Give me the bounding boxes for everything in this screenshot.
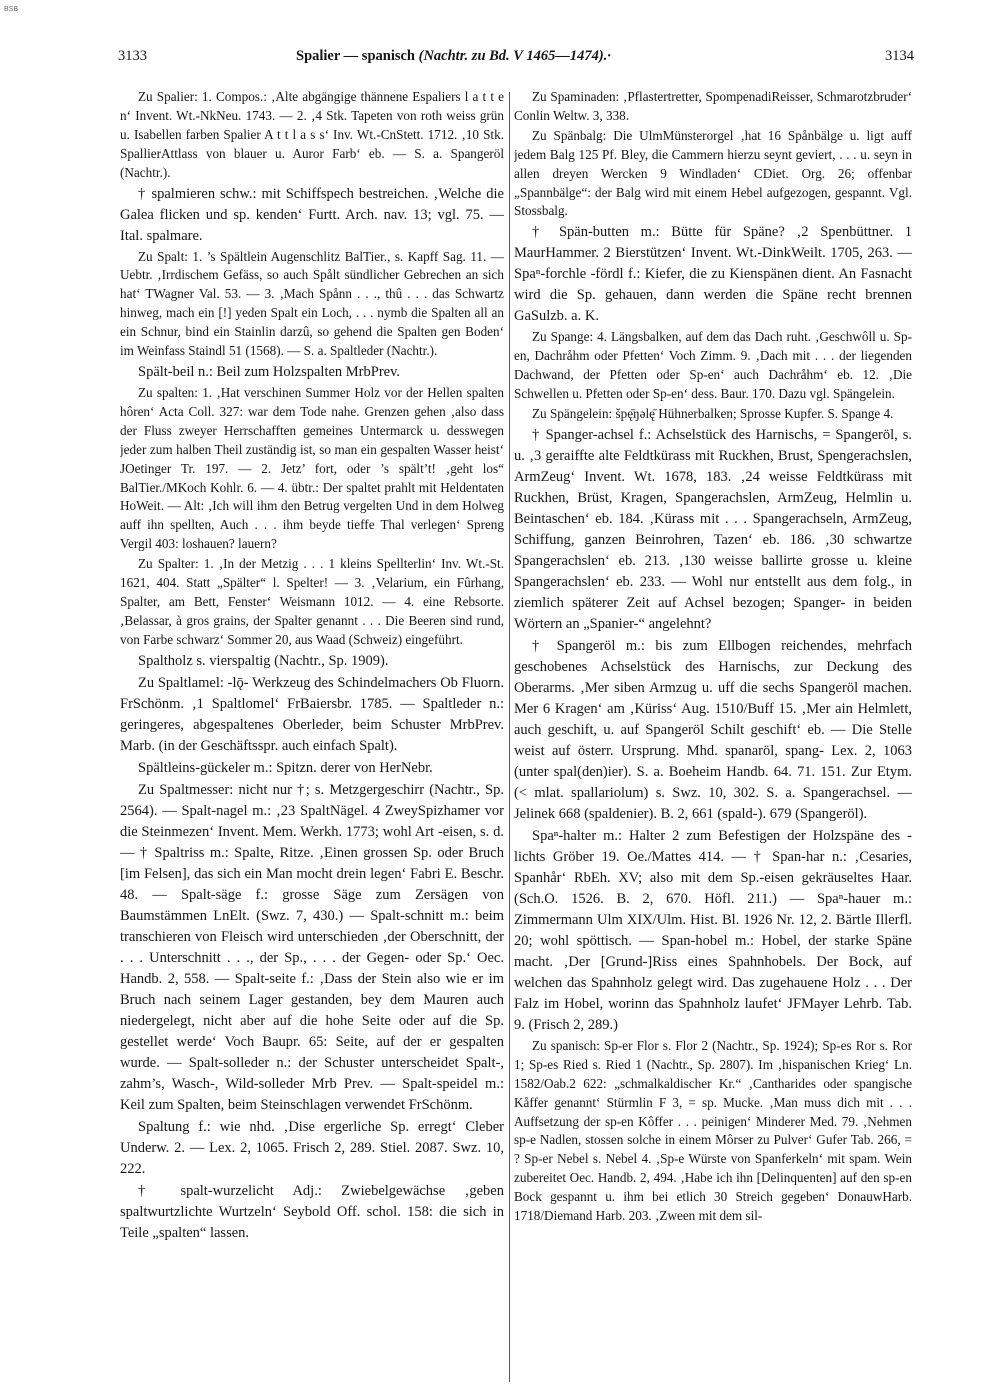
column-divider [509, 92, 510, 1382]
dictionary-entry: Zu Spängelein: špę̄ŋəlę̄ Hühnerbalken; Sprosse Kupfer. S. Spange 4. [532, 405, 894, 421]
dictionary-entry: Zu Spaminaden: ‚Pflastertretter, SpompenadiReisser, Schmarotzbruder‘ Conlin Weltw. 3, 338. [514, 89, 912, 123]
dictionary-entry: Spaltholz s. vierspaltig (Nachtr., Sp. 1909). [138, 652, 389, 669]
library-stamp: BSB [4, 6, 19, 13]
right-column [514, 88, 912, 1383]
dictionary-entry: Zu spalten: 1. ‚Hat verschinen Summer Holz vor der Hellen spalten hôren‘ Acta Coll. 327: war dem Tode nahe. Grenzen gehen ‚also dass der Fluss zweyer Herrschafften gemeines Untermarck u. desswegen jeder zum halben Theil zuständig ist, so man ein gespalten Wasser heist‘ JOetinger Tr. 197. — 2. Jetz’ fort, oder ’s spält’t! ‚geht los“ BalTier./MKoch Kohlr. 6. — 4. übtr.: Der spaltet prahlt mit Heldentaten HoWeit. — Alt: ‚Ich will ihm den Betrug vergelten Und in dem Holweg auff ihn spellten, Auch . . . ihm beyde tieffe Thal verlegen‘ Spreng Vergil 403: loshauen? lauern? [120, 384, 504, 552]
dictionary-entry: † spalt-wurzelicht Adj.: Zwiebelgewächse ‚geben spaltwurtzlichte Wurtzeln‘ Seybold Off. schol. 158: die sich in Teile „spalten“ lassen. [120, 1182, 504, 1241]
dictionary-entry: Spältleins-gückeler m.: Spitzn. derer von HerNebr. [138, 759, 433, 776]
dictionary-entry: † Spän-butten m.: Bütte für Späne? ‚2 Spenbüttner. 1 MaurHammer. 2 Bierstützen‘ Invent. Wt.-DinkWeilt. 1705, 263. — Spaⁿ-forchle -fördl f.: Kiefer, die zu Kienspänen dient. An Fasnacht wird die Sp. gehauen, dann werden die Späne recht brennen GaSulzb. a. K. [514, 224, 912, 325]
dictionary-entry: † Spanger-achsel f.: Achselstück des Harnischs, = Spangeröl, s. u. ‚3 geraiffte alte Feldtkürass mit Ruckhen, Brust, Spengerachslen, ArmZeug‘ Invent. Wt. 1678, 183. ‚24 weisse Feldtkürass mit Ruckhen, Brüst, Kragen, Spangerachslen, ArmZeug, Helmlin u. Beintaschen‘ eb. 184. ‚Kürass mit . . . Spangerachseln, ArmZeug, Schiffung, ganzen Beinrohren, Tazen‘ eb. 186. ‚30 schwartze Spangerachslen‘ eb. 213. ‚130 weisse ballirte grosse u. kleine Spangerachslen‘ eb. 233. — Wohl nur entstellt aus dem folg., in ziemlich späterer Zeit auf Achsel bezogen; Spanger- in beiden Wörtern an „Spanier-“ angelehnt? [514, 426, 912, 632]
dictionary-entry: Zu spanisch: Sp-er Flor s. Flor 2 (Nachtr., Sp. 1924); Sp-es Ror s. Ror 1; Sp-es Ried s. Ried 1 (Nachtr., Sp. 2807). Im ‚hispanischen Krieg‘ Ln. 1582/Oab.2 622: „schmalkaldischer Kr.“ ‚Cantharides oder spangische Kåffer genannt‘ Stürmlin F 3, = sp. Mucke. ‚Man muss dich mit . . . Auffsetzung der sp-en Kôffer . . . peinigen‘ Minderer Med. 79. ‚Nehmen sp-e Nadlen, stossen solche in einem Môrser zu Pulver‘ Gufer Tab. 266, = ? Sp-er Nebel s. Nebel 4. ‚Sp-e Würste von Spanferkeln‘ mit spam. Wein zubereitet Oec. Handb. 2, 494. ‚Habe ich ihn [Delinquenten] auf den sp-en Bock gespannt u. ihm bei etlich 30 Streich gegeben‘ DonauwHarb. 1718/Diemand Harb. 203. ‚Zween mit dem sil- [514, 1037, 912, 1224]
dictionary-entry: Spaltung f.: wie nhd. ‚Dise ergerliche Sp. erregt‘ Cleber Underw. 2. — Lex. 2, 1065. Frisch 2, 289. Stiel. 2087. Swz. 10, 222. [120, 1118, 504, 1177]
dictionary-entry: † spalmieren schw.: mit Schiffspech bestreichen. ‚Welche die Galea flicken und sp. kenden‘ Furtt. Arch. nav. 13; vgl. 75. — Ital. spalmare. [120, 185, 504, 244]
dictionary-entry: Zu Spalier: 1. Compos.: ‚Alte abgängige thännene Espaliers l a t t e n‘ Invent. Wt.-NkNeu. 1743. — 2. ‚4 Stk. Tapeten von roth weiss grün u. Isabellen farben Spalier A t t l a s s‘ Inv. Wt.-CnStett. 1712. ‚10 Stk. SpallierAttlass von blauer u. Auror Farb‘ eb. — S. a. Spangeröl (Nachtr.). [120, 89, 504, 180]
dictionary-entry: † Spangeröl m.: bis zum Ellbogen reichendes, mehrfach geschobenes Achselstück des Harnischs, zur Deckung des Oberarms. ‚Mer siben Armzug u. uff die sechs Spangeröl machen. Mer 6 Kragen‘ am ‚Küriss‘ Aug. 1510/Buff 15. ‚Mer ain Helmlett, auch geschift, u. auf Spangeröl Schilt geschift‘ eb. — Die Stelle weist auf österr. Ursprung. Mhd. spanaröl, spang- Lex. 2, 1063 (unter spal(den)ier). S. a. Boeheim Handb. 64. 71. 151. Zur Etym. (< mlat. spallariolum) s. Swz. 10, 302. S. a. Spangerachsel. — Jelinek 668 (spaldenier). B. 2, 661 (spald-). 679 (Spangeröl). [514, 637, 912, 822]
dictionary-entry: Zu Spaltmesser: nicht nur †; s. Metzgergeschirr (Nachtr., Sp. 2564). — Spalt-nagel m.: ‚23 SpaltNägel. 4 ZweySpizhamer vor die Steinmezen‘ Invent. Mem. Werkh. 1773; wohl Art -eisen, s. d. — † Spaltriss m.: Spalte, Ritze. ‚Einen grossen Sp. oder Bruch [im Felsen], das sich ein Man mocht drein legen‘ Fabri E. Beschr. 48. — Spalt-säge f.: grosse Säge zum Zersägen von Baumstämmen LnElt. (Swz. 7, 430.) — Spalt-schnitt m.: beim transchieren von Fleisch wird unterschieden ‚der Oberschnitt, der . . . Unterschnitt . . ., der Sp., . . . der Gegen- oder Sp.‘ Oec. Handb. 2, 558. — Spalt-seite f.: ‚Dass der Stein also wie er im Bruch nach seinem Lager gestanden, bey dem Mauren auch niedergelegt, nicht aber auf die hohe Seite oder auf die Sp. gestellet werde‘ Voch Baupr. 65: Seite, auf der er gespalten wurde. — Spalt-solleder n.: der Schuster unterscheidet Spalt-, zahm’s, Wasch-, Wild-solleder Mrb Prev. — Spalt-speidel m.: Keil zum Spalten, beim Steinschlagen verwendet FrSchönm. [120, 781, 504, 1113]
page-number-left: 3133 [118, 48, 147, 64]
page-number-right: 3134 [885, 48, 914, 64]
dictionary-entry: Zu Spänbalg: Die UlmMünsterorgel ‚hat 16 Spånbälge u. ligt auff jedem Balg 125 Pf. Bley, die Cammern hierzu seynt geviert, . . . u. seyn in allen dreyen Wercken 9 Windladen‘ CDiet. Org. 26; offenbar „Spannbälge“: der Balg wird mit einem Hebel aufgezogen, gespannt. Vgl. Stossbalg. [514, 127, 912, 219]
dictionary-entry: Zu Spaltlamel: -lǭ- Werkzeug des Schindelmachers Ob Fluorn. FrSchönm. ‚1 Spaltlomel‘ FrBaiersbr. 1785. — Spaltleder n.: geringeres, abgespaltenes Oberleder, beim Schuster MrbPrev. Marb. (in der Geschäftsspr. auch einfach Spalt). [120, 674, 504, 754]
dictionary-entry: Zu Spalter: 1. ‚In der Metzig . . . 1 kleins Spellterlin‘ Inv. Wt.-St. 1621, 404. Statt „Spälter“ l. Spelter! — 3. ‚Velarium, ein Fûrhang, Spalter, am Bett, Fenster‘ Weismann 1012. — 4. eine Rebsorte. ‚Belassar, à gros grains, der Spalter genannt . . . Die Beeren sind rund, von Farbe schwarz‘ Sommer 20, aus Waad (Schweiz) eingeführt. [120, 556, 504, 647]
running-title-main: Spalier — spanisch [296, 48, 415, 64]
left-column [120, 88, 504, 1383]
running-title [296, 48, 611, 65]
page-header [118, 48, 914, 70]
running-title-note: (Nachtr. zu Bd. V 1465—1474).· [418, 48, 611, 64]
dictionary-entry: Zu Spange: 4. Längsbalken, auf dem das Dach ruht. ‚Geschwôll u. Sp-en, Dachråhm oder Pfetten‘ Voch Zimm. 9. ‚Dach mit . . . der liegenden Dachwand, der Pfetten oder Sp-en‘ auch Dachråhm‘ eb. 12. ‚Die Schwellen u. Pfetten oder Sp-en‘ dess. Baur. 170. Dazu vgl. Spängelein. [514, 329, 912, 402]
dictionary-entry: Zu Spalt: 1. ’s Spältlein Augenschlitz BalTier., s. Kapff Sag. 11. — Uebtr. ‚Irrdischem Gefäss, so auch Spålt sündlicher Gebrechen an sich hat‘ TWagner Val. 53. — 3. ‚Mach Spånn . . ., thû . . . das Schwartz hinweg, mach ein [!] yeden Spalt ein Loch, . . . nymb die Spalten all an ein Schnur, bind ein Stainlin darzû, so gehend die Spalten gen Boden‘ im Weinfass Staindl 51 (1568). — S. a. Spaltleder (Nachtr.). [120, 248, 504, 359]
dictionary-entry: Spält-beil n.: Beil zum Holzspalten MrbPrev. [138, 363, 401, 380]
dictionary-entry: Spaⁿ-halter m.: Halter 2 zum Befestigen der Holzspäne des -lichts Gröber 19. Oe./Mattes 414. — † Span-har n.: ‚Cesaries, Spanhår‘ RbEh. XV; also mit dem Sp.-eisen gekräuseltes Haar. (Sch.O. 1526. B. 2, 670. Höfl. 211.) — Spaⁿ-hauer m.: Zimmermann Ulm XIX/Ulm. Hist. Bl. 1926 Nr. 12, 2. Bärtle Illerfl. 20; wohl spöttisch. — Span-hobel m.: Hobel, der starke Späne macht. ‚Der [Grund-]Riss eines Spahnhobels. Der Bock, auf welchen das Spahnholz gelegt wird. Das zugehauene Holz . . . Der Falz im Hobel, worinn das Spahnholz laufet‘ JFMayer Lehrb. Tab. 9. (Frisch 2, 289.) [514, 827, 912, 1033]
